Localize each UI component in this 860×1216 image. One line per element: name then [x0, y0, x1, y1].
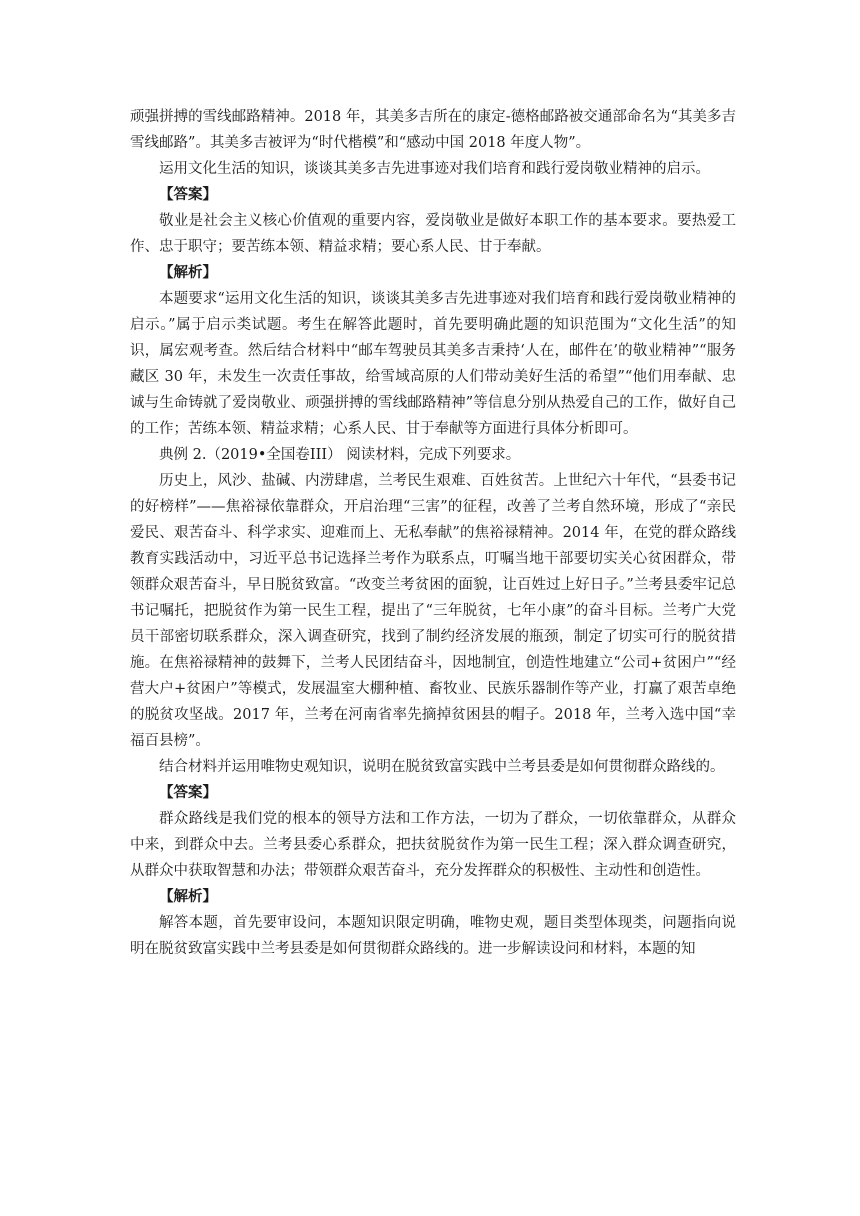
- material-text: 历史上，风沙、盐碱、内涝肆虐，兰考民生艰难、百姓贫苦。上世纪六十年代，“县委书记的好榜样”——焦裕禄依靠群众，开启治理“三害”的征程，改善了兰考自然环境，形成了“亲民爱民、艰苦奋斗、科学求实、迎难而上、无私奉献”的焦裕禄精神。2014 年，在党的群众路线教育实践活动中，习近平总书记选择兰考作为联系点，叮嘱当地干部要切实关心贫困群众，带领群众艰苦奋斗，早日脱贫致富。“改变兰考贫困的面貌，让百姓过上好日子。”兰考县委牢记总书记嘱托，把脱贫作为第一民生工程，提出了“三年脱贫，七年小康”的奋斗目标。兰考广大党员干部密切联系群众，深入调查研究，找到了制约经济发展的瓶颈，制定了切实可行的脱贫措施。在焦裕禄精神的鼓舞下，兰考人民团结奋斗，因地制宜，创造性地建立“公司+贫困户”“经营大户+贫困户”等模式，发展温室大棚种植、畜牧业、民族乐器制作等产业，打赢了艰苦卓绝的脱贫攻坚战。2017 年，兰考在河南省率先摘掉贫困县的帽子。2018 年，兰考入选中国“幸福百县榜”。: [130, 473, 736, 749]
- example-heading: 典例 2.（2019•全国卷III） 阅读材料，完成下列要求。: [159, 447, 521, 463]
- analysis-text: 解答本题，首先要审设问，本题知识限定明确，唯物史观，题目类型体现类，问题指向说明在脱贫致富实践中兰考县委是如何贯彻群众路线的。进一步解读设问和材料，本题的知: [130, 915, 736, 957]
- paragraph: 顽强拼搏的雪线邮路精神。2018 年，其美多吉所在的康定-德格邮路被交通部命名为“其美多吉雪线邮路”。其美多吉被评为“时代楷模”和“感动中国 2018 年度人物”。: [130, 109, 736, 151]
- answer-text: 敬业是社会主义核心价值观的重要内容，爱岗敬业是做好本职工作的基本要求。要热爱工作、忠于职守；要苦练本领、精益求精；要心系人民、甘于奉献。: [130, 213, 736, 255]
- answer-heading: 【答案】: [159, 784, 217, 801]
- answer-text: 群众路线是我们党的根本的领导方法和工作方法，一切为了群众，一切依靠群众，从群众中来，到群众中去。兰考县委心系群众，把扶贫脱贫作为第一民生工程；深入群众调查研究，从群众中获取智慧和办法；带领群众艰苦奋斗，充分发挥群众的积极性、主动性和创造性。: [130, 811, 736, 879]
- document-page: [130, 104, 736, 962]
- analysis-text: 本题要求“运用文化生活的知识，谈谈其美多吉先进事迹对我们培育和践行爱岗敬业精神的启示。”属于启示类试题。考生在解答此题时，首先要明确此题的知识范围为“文化生活”的知识，属宏观考查。然后结合材料中“邮车驾驶员其美多吉秉持‘人在，邮件在’的敬业精神”“服务藏区 30 年，未发生一次责任事故，给雪域高原的人们带动美好生活的希望”“他们用奉献、忠诚与生命铸就了爱岗敬业、顽强拼搏的雪线邮路精神”等信息分别从热爱自己的工作，做好自己的工作；苦练本领、精益求精；心系人民、甘于奉献等方面进行具体分析即可。: [130, 291, 736, 437]
- question-prompt: 运用文化生活的知识，谈谈其美多吉先进事迹对我们培育和践行爱岗敬业精神的启示。: [159, 161, 710, 177]
- question-prompt: 结合材料并运用唯物史观知识，说明在脱贫致富实践中兰考县委是如何贯彻群众路线的。: [159, 759, 725, 775]
- analysis-heading: 【解析】: [159, 264, 217, 281]
- analysis-heading: 【解析】: [159, 888, 217, 905]
- answer-heading: 【答案】: [159, 186, 217, 203]
